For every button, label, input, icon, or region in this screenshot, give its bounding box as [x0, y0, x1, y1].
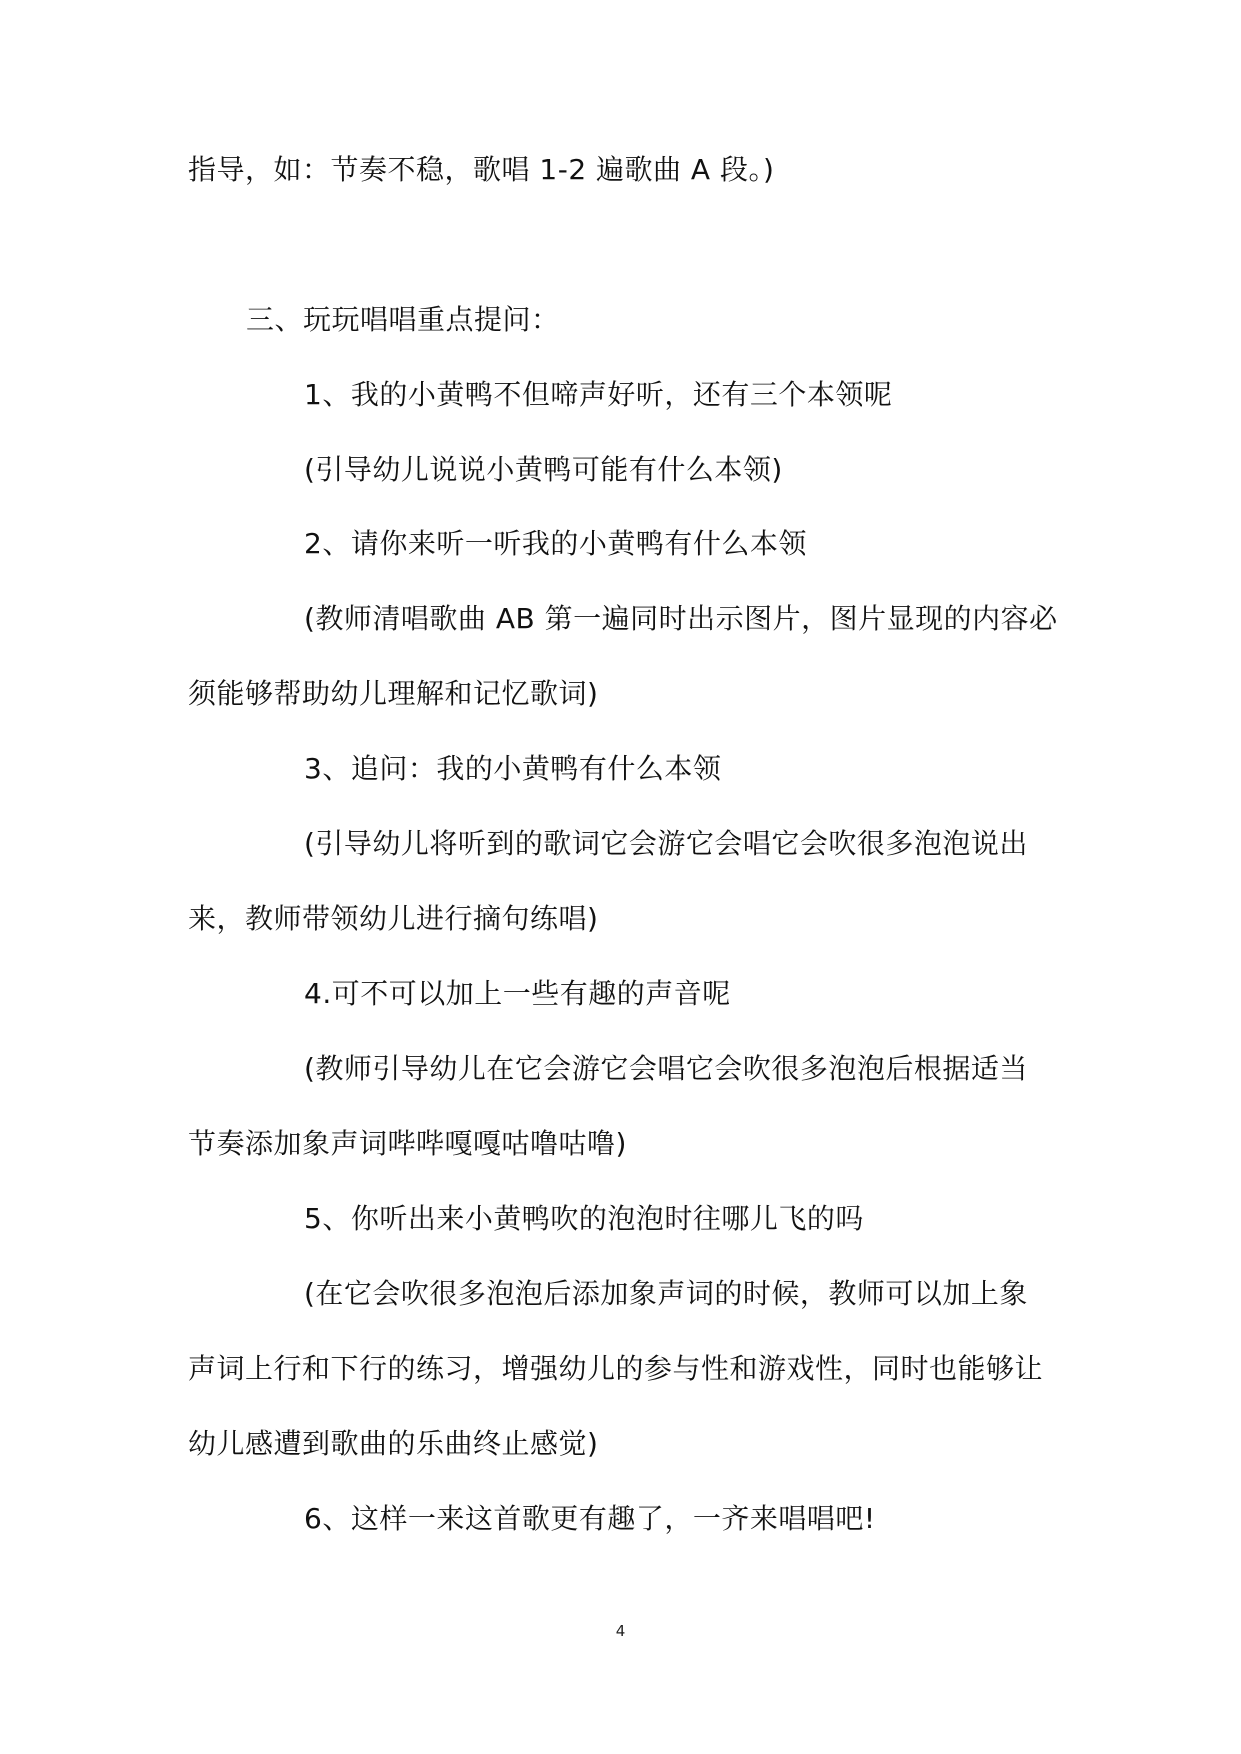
text-line: (引导幼儿说说小黄鸭可能有什么本领) [304, 453, 783, 486]
text-line: (引导幼儿将听到的歌词它会游它会唱它会吹很多泡泡说出 [304, 827, 1028, 860]
question-item: 5、你听出来小黄鸭吹的泡泡时往哪儿飞的吗 [304, 1202, 864, 1235]
question-item: 6、这样一来这首歌更有趣了，一齐来唱唱吧! [304, 1502, 876, 1535]
text-line: (在它会吹很多泡泡后添加象声词的时候，教师可以加上象 [304, 1277, 1028, 1310]
text-line: 幼儿感遭到歌曲的乐曲终止感觉) [188, 1427, 599, 1460]
text-line: 节奏添加象声词哔哔嘎嘎咕噜咕噜) [188, 1127, 627, 1160]
page-number: 4 [615, 1622, 626, 1640]
text-line: (教师清唱歌曲 AB 第一遍同时出示图片，图片显现的内容必 [304, 602, 1058, 635]
text-line: 来，教师带领幼儿进行摘句练唱) [188, 902, 599, 935]
text-line: 指导，如：节奏不稳，歌唱 1-2 遍歌曲 A 段。) [188, 153, 775, 186]
question-item: 1、我的小黄鸭不但啼声好听，还有三个本领呢 [304, 378, 893, 411]
text-line: 声词上行和下行的练习，增强幼儿的参与性和游戏性，同时也能够让 [188, 1352, 1044, 1385]
question-item: 4.可不可以加上一些有趣的声音呢 [304, 977, 731, 1010]
question-item: 3、追问：我的小黄鸭有什么本领 [304, 752, 722, 785]
text-line: 须能够帮助幼儿理解和记忆歌词) [188, 677, 599, 710]
section-heading: 三、玩玩唱唱重点提问： [246, 303, 560, 336]
text-line: (教师引导幼儿在它会游它会唱它会吹很多泡泡后根据适当 [304, 1052, 1028, 1085]
question-item: 2、请你来听一听我的小黄鸭有什么本领 [304, 527, 807, 560]
